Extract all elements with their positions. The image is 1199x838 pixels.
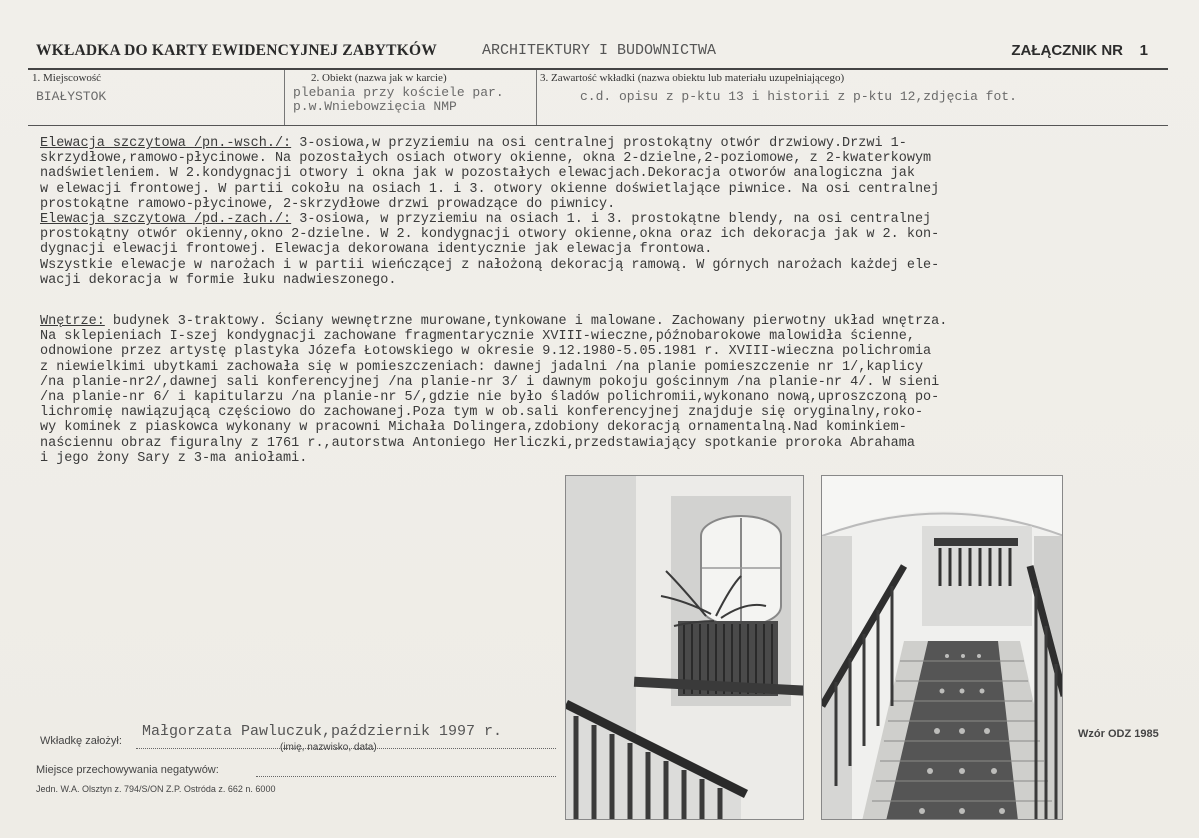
text-line bbox=[40, 242, 1190, 257]
content-value: c.d. opisu z p-ktu 13 i historii z p-ktu 12,zdjęcia fot. bbox=[580, 89, 1017, 104]
annex-number: 1 bbox=[1139, 42, 1148, 59]
content-label: 3. Zawartość wkładki (nazwa obiektu lub materiału uzupełniającego) bbox=[540, 72, 845, 84]
line-text: Wszystkie elewacje w narożach i w partii wieńczącej z nałożoną dekoracją ramową. W górnych narożach każdej ele- bbox=[40, 257, 940, 273]
line-text: prostokątny otwór okienny,okno 2-dzielne. W 2. kondygnacji otwory okienne,okna oraz ich dekoracja jak w 2. kon- bbox=[40, 227, 940, 243]
line-text: 3-osiowa, w przyziemiu na osiach 1. i 3. prostokątne blendy, na osi centralnej bbox=[291, 212, 932, 228]
text-line bbox=[40, 329, 1190, 344]
print-info: Jedn. W.A. Olsztyn z. 794/S/ON Z.P. Ostróda z. 662 n. 6000 bbox=[36, 784, 276, 794]
line-text: wacji dekoracja w formie łuku nadwieszonego. bbox=[40, 272, 397, 288]
negatives-label: Miejsce przechowywania negatywów: bbox=[36, 764, 219, 776]
text-line bbox=[40, 420, 1190, 435]
text-line bbox=[40, 258, 1190, 273]
field-separator bbox=[536, 70, 537, 125]
photo-window-staircase bbox=[565, 475, 804, 820]
text-line bbox=[40, 212, 1190, 227]
text-line bbox=[40, 136, 1190, 151]
photo-staircase-carpet bbox=[821, 475, 1063, 820]
object-value-line2: p.w.Wniebowzięcia NMP bbox=[293, 99, 457, 114]
section-heading: Wnętrze: bbox=[40, 314, 105, 329]
interior-description bbox=[40, 314, 1190, 466]
line-text: naściennu obraz figuralny z 1761 r.,autorstwa Antoniego Herliczki,przedstawiający spotkanie proroka Abrahama bbox=[40, 435, 915, 451]
inserted-by-value: Małgorzata Pawluczuk,październik 1997 r. bbox=[142, 723, 503, 740]
text-line bbox=[40, 436, 1190, 451]
object-label: 2. Obiekt (nazwa jak w karcie) bbox=[311, 72, 447, 84]
line-text: Na sklepieniach I-szej kondygnacji zachowane fragmentarycznie XVIII-wieczne,późnobarokowe malowidła ścienne, bbox=[40, 329, 915, 345]
line-text: 3-osiowa,w przyziemiu na osi centralnej prostokątny otwór drzwiowy.Drzwi 1- bbox=[291, 136, 907, 151]
text-line bbox=[40, 227, 1190, 242]
text-line bbox=[40, 273, 1190, 288]
line-text: wy kominek z piaskowca wykonany w pracowni Michała Dolingera,zdobiony dekoracją ornamentalną.Nad kominkiem- bbox=[40, 420, 907, 436]
text-line bbox=[40, 375, 1190, 390]
fields-rule bbox=[28, 125, 1168, 126]
line-text: /na planie-nr2/,dawnej sali konferencyjnej /na planie-nr 3/ i dawnym pokoju gościnnym /na planie-nr 4/. W sieni bbox=[40, 374, 940, 390]
line-text: z niewielkimi ubytkami zachowała się w pomieszczeniach: dawnej jadalni /na planie pomieszczenie nr 1/,kaplicy bbox=[40, 359, 924, 375]
content-field bbox=[536, 70, 1168, 125]
section-heading: Elewacja szczytowa /pn.-wsch./: bbox=[40, 136, 292, 151]
locality-label: 1. Miejscowość bbox=[32, 72, 102, 84]
line-text: nadświetleniem. W 2.kondygnacji otwory i okna jak w pozostałych elewacjach.Dekoracja otworów analogiczna jak bbox=[40, 166, 915, 182]
text-line bbox=[40, 151, 1190, 166]
text-line bbox=[40, 197, 1190, 212]
line-text: prostokątne ramowo-płycinowe, 2-skrzydłowe drzwi prowadzące do piwnicy. bbox=[40, 196, 616, 212]
text-line bbox=[40, 314, 1190, 329]
form-id: Wzór ODZ 1985 bbox=[1078, 728, 1159, 740]
line-text: odnowione przez artystę plastyka Józefa Łotowskiego w okresie 9.12.1980-5.05.1981 r. XVIII-wieczna polichromia bbox=[40, 344, 932, 360]
section-heading: Elewacja szczytowa /pd.-zach./: bbox=[40, 212, 292, 228]
negatives-line bbox=[256, 776, 556, 777]
line-text: dygnacji elewacji frontowej. Elewacja dekorowana identycznie jak elewacja frontowa. bbox=[40, 242, 713, 258]
locality-field bbox=[28, 70, 284, 125]
photo-window-staircase-image bbox=[566, 476, 804, 820]
photo-staircase-carpet-image bbox=[822, 476, 1063, 820]
form-header bbox=[36, 42, 1166, 68]
annex-label: ZAŁĄCZNIK NR 1 bbox=[1011, 42, 1148, 59]
text-line bbox=[40, 344, 1190, 359]
inserted-by-hint: (imię, nazwisko, data) bbox=[280, 742, 377, 753]
text-line bbox=[40, 182, 1190, 197]
text-line bbox=[40, 451, 1190, 466]
fields-row bbox=[28, 70, 1168, 125]
text-line bbox=[40, 390, 1190, 405]
line-text: budynek 3-traktowy. Ściany wewnętrzne murowane,tynkowane i malowane. Zachowany pierwotny układ wnętrza. bbox=[104, 314, 948, 329]
line-text: lichromię nawiązującą częściowo do zachowanej.Poza tym w ob.sali konferencyjnej znajduje się oryginalny,roko- bbox=[40, 405, 924, 421]
object-value-line1: plebania przy kościele par. bbox=[293, 85, 504, 100]
form-title-typed: ARCHITEKTURY I BUDOWNICTWA bbox=[482, 42, 717, 59]
form-title: WKŁADKA DO KARTY EWIDENCYJNEJ ZABYTKÓW bbox=[36, 42, 437, 59]
line-text: skrzydłowe,ramowo-płycinowe. Na pozostałych osiach otwory okienne, okna 2-dzielne,2-poziomowe, z 2-kwaterkowym bbox=[40, 151, 932, 167]
line-text: /na planie-nr 6/ i kapitularzu /na planie-nr 5/,gdzie nie było śladów polichromii,wykonano nową,uproszczoną po- bbox=[40, 390, 940, 406]
inserted-by-label: Wkładkę założył: bbox=[40, 735, 122, 747]
text-line bbox=[40, 405, 1190, 420]
exterior-description bbox=[40, 136, 1190, 288]
object-field bbox=[285, 70, 535, 125]
locality-value: BIAŁYSTOK bbox=[36, 89, 107, 104]
line-text: w elewacji frontowej. W partii cokołu na osiach 1. i 3. otwory okienne doświetlające piwnice. Na osi centralnej bbox=[40, 181, 940, 197]
text-line bbox=[40, 360, 1190, 375]
line-text: i jego żony Sary z 3-ma aniołami. bbox=[40, 450, 308, 466]
field-separator bbox=[284, 70, 285, 125]
text-line bbox=[40, 166, 1190, 181]
